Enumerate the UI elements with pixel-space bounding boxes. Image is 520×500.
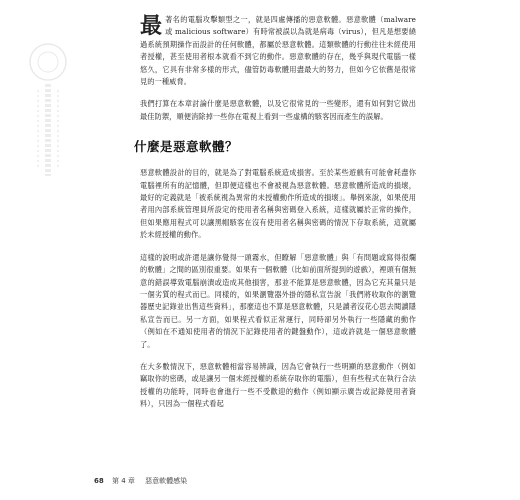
- decorative-watermark: [18, 40, 78, 180]
- body-paragraph: 惡意軟體設計的目的，就是為了對電腦系統造成損害。至於某些遊戲有可能會耗盡你電腦裡所有的記憶體，但即便這樣也不會被視為惡意軟體。惡意軟體所造成的損壞，最好的定義就是「被系統視為異常的未授權動作所造成的損壞」。舉例來說，如果使用者用內部系統管理員所設定的使用者名稱與密碼登入系統，這樣就屬於正常的操作，但如果應用程式可以讓黑帽駭客在沒有使用者名稱與密碼的情況下存取系統，這就屬於未經授權的動作。: [140, 168, 416, 240]
- body-paragraph: 在大多數情況下，惡意軟體相當容易辨識，因為它會執行一些明顯的惡意動作（例如竊取你的密碼，或是讓另一個未經授權的系統存取你的電腦），但有些程式在執行合法授權的功能時，同時也會進行一些不受歡迎的動作（例如顯示廣告或記錄使用者資料），只因為一個程式看起: [140, 361, 416, 409]
- page-number: 68: [94, 477, 104, 485]
- body-paragraph: 這樣的說明或許還是讓你覺得一頭霧水，但瞭解「惡意軟體」與「有問題或寫得很爛的軟體」之間的區別很重要。如果有一個軟體（比如前面所提到的遊戲），裡頭有個無意的錯誤導致電腦崩潰或造成其他損害，那並不能算是惡意軟體，因為它充其量只是一個劣質的程式而已。同樣的，如果瀏覽器外掛的隱私宣告說「我們將收取你的瀏覽器歷史記錄並出售這些資料」，那麼這也不算是惡意軟體，只是讀者沒花心思去閱讀隱私宣告而已。另一方面，如果程式看似正常運行，同時卻另外執行一些隱藏的動作（例如在不通知使用者的情況下記錄使用者的鍵盤動作），這或許就是一個惡意軟體了。: [140, 252, 416, 349]
- body-paragraph: 我們打算在本章討論什麼是惡意軟體，以及它很常見的一些變形，還有如何對它做出最佳防禦，順便消除掉一些你在電視上看到一些虛構的駭客因而產生的誤解。: [140, 99, 416, 121]
- page-content: [134, 13, 416, 421]
- chapter-number: 第 4 章: [111, 477, 135, 485]
- intro-paragraph: [140, 14, 416, 88]
- intro-text: 著名的電腦攻擊類型之一，就是四處傳播的惡意軟體。惡意軟體（malware 或 malicious software）有時常被誤以為就是病毒（virus），但凡是想要繞過系統預期操作而設計的任何軟體，都屬於惡意軟體。這類軟體的行動往往未經使用者授權，甚至使用者根本就看不到它的動作。惡意軟體的存在，幾乎與現代電腦一樣悠久，它具有非常多樣的形式，儘管防毒軟體用盡最大的努力，但如今它依舊是很常見的一種威脅。: [140, 15, 416, 87]
- chapter-title: 惡意軟體感染: [145, 477, 188, 485]
- drop-cap: 最: [140, 13, 163, 39]
- section-heading: 什麼是惡意軟體？: [134, 139, 239, 155]
- page-footer: [94, 476, 187, 486]
